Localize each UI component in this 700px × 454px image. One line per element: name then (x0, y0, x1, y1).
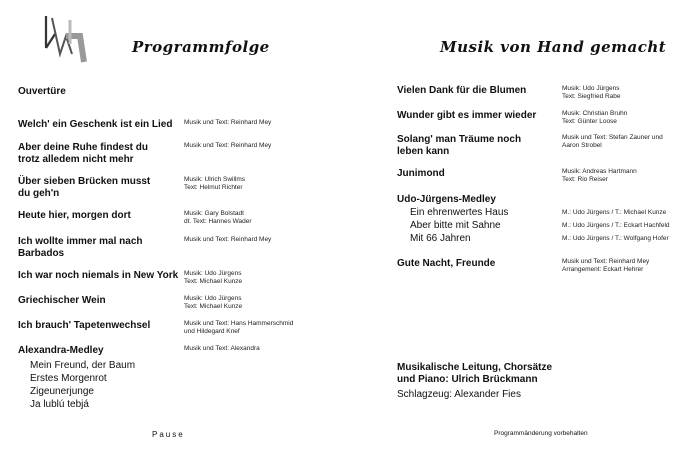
song-credit: Musik: Christian Bruhn Text: Günter Loose (562, 110, 628, 125)
song-credit: Musik und Text: Alexandra (184, 345, 260, 352)
song-title: Junimond (397, 168, 445, 179)
song-credit: Musik und Text: Reinhard Mey (184, 142, 272, 149)
medley-item: Erstes Morgenrot (30, 373, 107, 384)
song-title: Ich wollte immer mal nach Barbados (18, 236, 143, 259)
song-credit: Musik: Udo Jürgens Text: Siegfried Rabe (562, 85, 621, 100)
medley-item: Mein Freund, der Baum (30, 360, 136, 371)
medley-item: Aber bitte mit Sahne (410, 220, 501, 231)
change-notice: Programmänderung vorbehalten (494, 430, 588, 437)
song-credit: M.: Udo Jürgens / T.: Michael Kunze (562, 209, 667, 216)
medley-title: Alexandra-Medley (18, 345, 104, 356)
song-credit: M.: Udo Jürgens / T.: Wolfgang Hofer (562, 235, 669, 242)
medley-item: Mit 66 Jahren (410, 233, 471, 244)
song-credit: Musik und Text: Reinhard Mey Arrangement: Eckart Hehrer (562, 258, 650, 273)
song-credit: Musik: Udo Jürgens Text: Michael Kunze (184, 295, 243, 310)
song-credit: Musik: Udo Jürgens Text: Michael Kunze (184, 270, 243, 285)
song-credit: Musik und Text: Hans Hammerschmid und Hildegard Knef (184, 320, 294, 335)
song-credit: M.: Udo Jürgens / T.: Eckart Hachfeld (562, 222, 670, 229)
right-title: Musik von Hand gemacht (440, 38, 667, 56)
overture-title: Ouvertüre (18, 86, 66, 97)
song-title: Ich brauch' Tapetenwechsel (18, 320, 151, 331)
medley-item: Zigeunerjunge (30, 386, 94, 397)
song-credit: Musik: Andreas Hartmann Text: Rio Reiser (562, 168, 637, 183)
song-credit: Musik und Text: Reinhard Mey (184, 119, 272, 126)
song-title: Vielen Dank für die Blumen (397, 85, 527, 96)
song-credit: Musik: Gary Bolstadt dt. Text: Hannes Wader (184, 210, 252, 225)
song-title: Ich war noch niemals in New York (18, 270, 179, 281)
song-title: Wunder gibt es immer wieder (397, 110, 537, 121)
song-title: Über sieben Brücken musst du geh'n (18, 176, 151, 199)
medley-item: Ein ehrenwertes Haus (410, 207, 509, 218)
medley-item: Ja lublú tebjá (30, 399, 89, 410)
drummer: Schlagzeug: Alexander Fies (397, 389, 521, 400)
song-title: Heute hier, morgen dort (18, 210, 131, 221)
song-title: Gute Nacht, Freunde (397, 258, 496, 269)
program-title: Programmfolge (132, 38, 270, 56)
medley-title: Udo-Jürgens-Medley (397, 194, 496, 205)
pause-label: Pause (152, 430, 185, 439)
song-title: Welch' ein Geschenk ist ein Lied (18, 119, 173, 130)
musical-director: Musikalische Leitung, Chorsätze und Piano: Ulrich Brückmann (397, 362, 553, 385)
song-credit: Musik: Ulrich Swillms Text: Helmut Richter (184, 176, 246, 191)
logo-graphic (40, 14, 90, 66)
song-credit: Musik und Text: Reinhard Mey (184, 236, 272, 243)
song-title: Solang' man Träume noch leben kann (397, 134, 522, 157)
song-credit: Musik und Text: Stefan Zauner und Aaron Strobel (562, 134, 663, 149)
logo (40, 14, 90, 66)
song-title: Aber deine Ruhe findest du trotz alledem nicht mehr (18, 142, 149, 165)
song-title: Griechischer Wein (18, 295, 106, 306)
